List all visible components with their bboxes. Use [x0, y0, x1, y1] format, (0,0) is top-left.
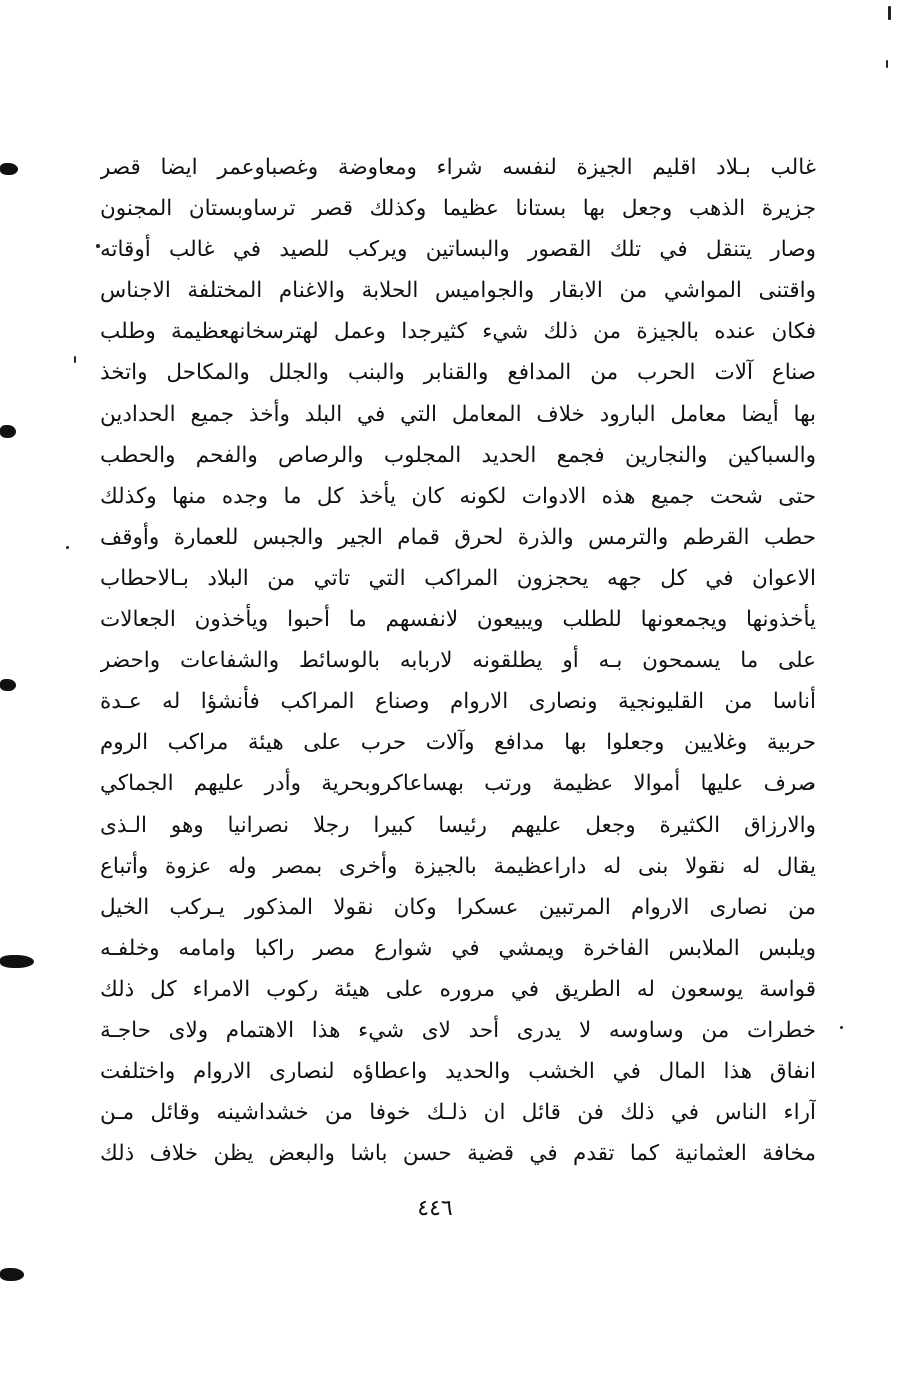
text-line: انفاق هذا المال في الخشب والحديد واعطاؤه لنصارى الاروام واختلفت [100, 1059, 816, 1085]
page-number: ٤٤٦ [417, 1196, 453, 1221]
text-line: فكان عنده بالجيزة من ذلك شيء كثيرجدا وعمل لهترسخانهعظيمة وطلب [100, 319, 816, 345]
text-line: خطرات من وساوسه لا يدرى أحد لاى شيء هذا الاهتمام ولاى حاجـة [100, 1017, 816, 1043]
text-line: من نصارى الاروام المرتبين عسكرا وكان نقولا المذكور يـركب الخيل [100, 894, 816, 920]
scan-speck [74, 356, 76, 363]
text-line: غالب بـلاد اقليم الجيزة لنفسه شراء ومعاوضة وغصباوعمر ايضا قصر [100, 155, 816, 180]
text-line: حطب القرطم والترمس والذرة لحرق قمام الجير والجبس للعمارة وأوقف [100, 524, 816, 550]
scan-speck [886, 60, 888, 68]
text-line: ويلبس الملابس الفاخرة ويمشي في شوارع مصر راكبا وامامه وخلفـه [100, 935, 816, 961]
scan-speck [888, 6, 891, 20]
scan-speck [840, 1026, 843, 1029]
text-line: أناسا من القليونجية ونصارى الاروام وصناع المراكب فأنشؤا له عـدة [100, 689, 816, 715]
text-line: مخافة العثمانية كما تقدم في قضية حسن باشا والبعض يظن خلاف ذلك [100, 1141, 816, 1167]
binding-mark [0, 163, 18, 175]
text-line: حربية وغلايين وجعلوا بها مدافع وآلات حرب على هيئة مراكب الروم [100, 730, 816, 756]
binding-mark [0, 1268, 24, 1281]
binding-mark [0, 679, 16, 691]
text-line: صرف عليها أموالا عظيمة ورتب بهساعاكروبحرية وأدر عليهم الجماكي [100, 771, 816, 797]
text-line: جزيرة الذهب وجعل بها بستانا عظيما وكذلك قصر ترساوبستان المجنون [100, 196, 816, 222]
binding-mark [0, 955, 34, 968]
text-line: يأخذونها ويجمعونها للطلب ويبيعون لانفسهم ما أحبوا ويأخذون الجعالات [100, 607, 816, 633]
body-text [100, 147, 816, 1174]
text-line: حتى شحت جميع هذه الادوات لكونه كان يأخذ كل ما وجده منها وكذلك [100, 483, 816, 509]
binding-mark [0, 425, 16, 438]
text-line: صناع آلات الحرب من المدافع والقنابر والبنب والجلل والمكاحل واتخذ [100, 360, 816, 386]
text-line: الاعوان في كل جهه يحجزون المراكب التي تاتي من البلاد بـالاحطاب [100, 565, 816, 591]
text-line: يقال له نقولا بنى له داراعظيمة بالجيزة وأخرى بمصر وله عزوة وأتباع [100, 853, 816, 879]
text-line: وصار يتنقل في تلك القصور والبساتين ويركب للصيد في غالب أوقاته [100, 237, 816, 263]
text-line: بها أيضا معامل البارود خلاف المعامل التي في البلد وأخذ جميع الحدادين [100, 401, 816, 427]
scan-speck [66, 546, 69, 549]
text-line: على ما يسمحون بـه أو يطلقونه لاربابه بالوسائط والشفاعات واحضر [100, 648, 816, 674]
text-line: قواسة يوسعون له الطريق في مروره على هيئة ركوب الامراء كل ذلك [100, 976, 816, 1002]
text-line: واقتنى المواشي من الابقار والجواميس الحلابة والاغنام المختلفة الاجناس [100, 278, 816, 304]
text-line: والارزاق الكثيرة وجعل عليهم رئيسا كبيرا رجلا نصرانيا وهو الـذى [100, 812, 816, 838]
text-line: والسباكين والنجارين فجمع الحديد المجلوب والرصاص والفحم والحطب [100, 442, 816, 468]
text-line: آراء الناس في ذلك فن قائل ان ذلـك خوفا من خشداشينه وقائل مـن [100, 1100, 816, 1126]
